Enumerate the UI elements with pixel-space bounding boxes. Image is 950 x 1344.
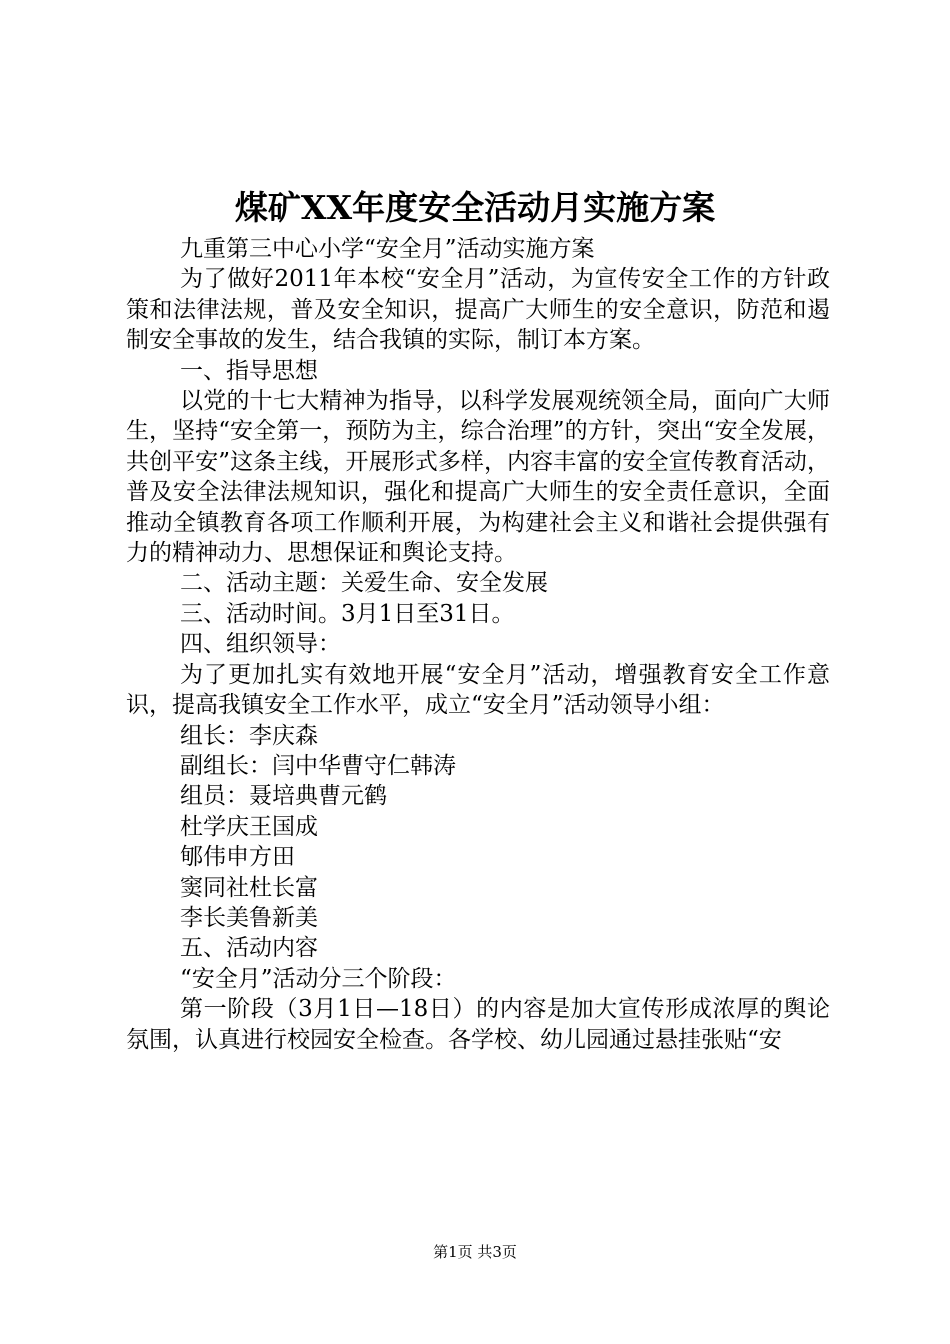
paragraph: 为了更加扎实有效地开展“安全月”活动，增强教育安全工作意识，提高我镇安全工作水平，成立“安全月”活动领导小组： — [126, 661, 830, 719]
section-heading: 四、组织领导： — [180, 631, 341, 658]
list-item: 组长：李庆森 — [180, 722, 318, 749]
paragraph: 以党的十七大精神为指导，以科学发展观统领全局，面向广大师生，坚持“安全第一，预防为主，综合治理”的方针，突出“安全发展，共创平安”这条主线，开展形式多样，内容丰富的安全宣传教育活动，普及安全法律法规知识，强化和提高广大师生的安全责任意识，全面推动全镇教育各项工作顺利开展，为构建社会主义和谐社会提供强有力的精神动力、思想保证和舆论支持。 — [126, 388, 830, 567]
document-title: 煤矿XX年度安全活动月实施方案 — [234, 188, 716, 227]
paragraph: “安全月”活动分三个阶段： — [180, 965, 457, 992]
page-footer: 第1页 共3页 — [433, 1243, 517, 1261]
section-heading: 一、指导思想 — [180, 357, 318, 384]
list-item: 组员：聂培典曹元鹤 — [180, 783, 387, 810]
list-item: 李长美鲁新美 — [180, 904, 318, 931]
paragraph: 九重第三中心小学“安全月”活动实施方案 — [180, 236, 595, 262]
list-item: 郇伟申方田 — [180, 844, 295, 871]
document-body — [126, 234, 830, 1055]
paragraph: 为了做好2011年本校“安全月”活动，为宣传安全工作的方针政策和法律法规，普及安全知识，提高广大师生的安全意识，防范和遏制安全事故的发生，结合我镇的实际，制订本方案。 — [126, 266, 830, 354]
paragraph: 第一阶段（3月1日—18日）的内容是加大宣传形成浓厚的舆论氛围，认真进行校园安全检查。各学校、幼儿园通过悬挂张贴“安 — [126, 996, 830, 1053]
section-heading: 三、活动时间。3月1日至31日。 — [180, 600, 515, 627]
list-item: 杜学庆王国成 — [180, 813, 318, 840]
list-item: 副组长：闫中华曹守仁韩涛 — [180, 752, 456, 779]
section-heading: 五、活动内容 — [180, 935, 318, 962]
list-item: 窦同社杜长富 — [180, 874, 318, 901]
section-heading: 二、活动主题：关爱生命、安全发展 — [180, 570, 548, 597]
